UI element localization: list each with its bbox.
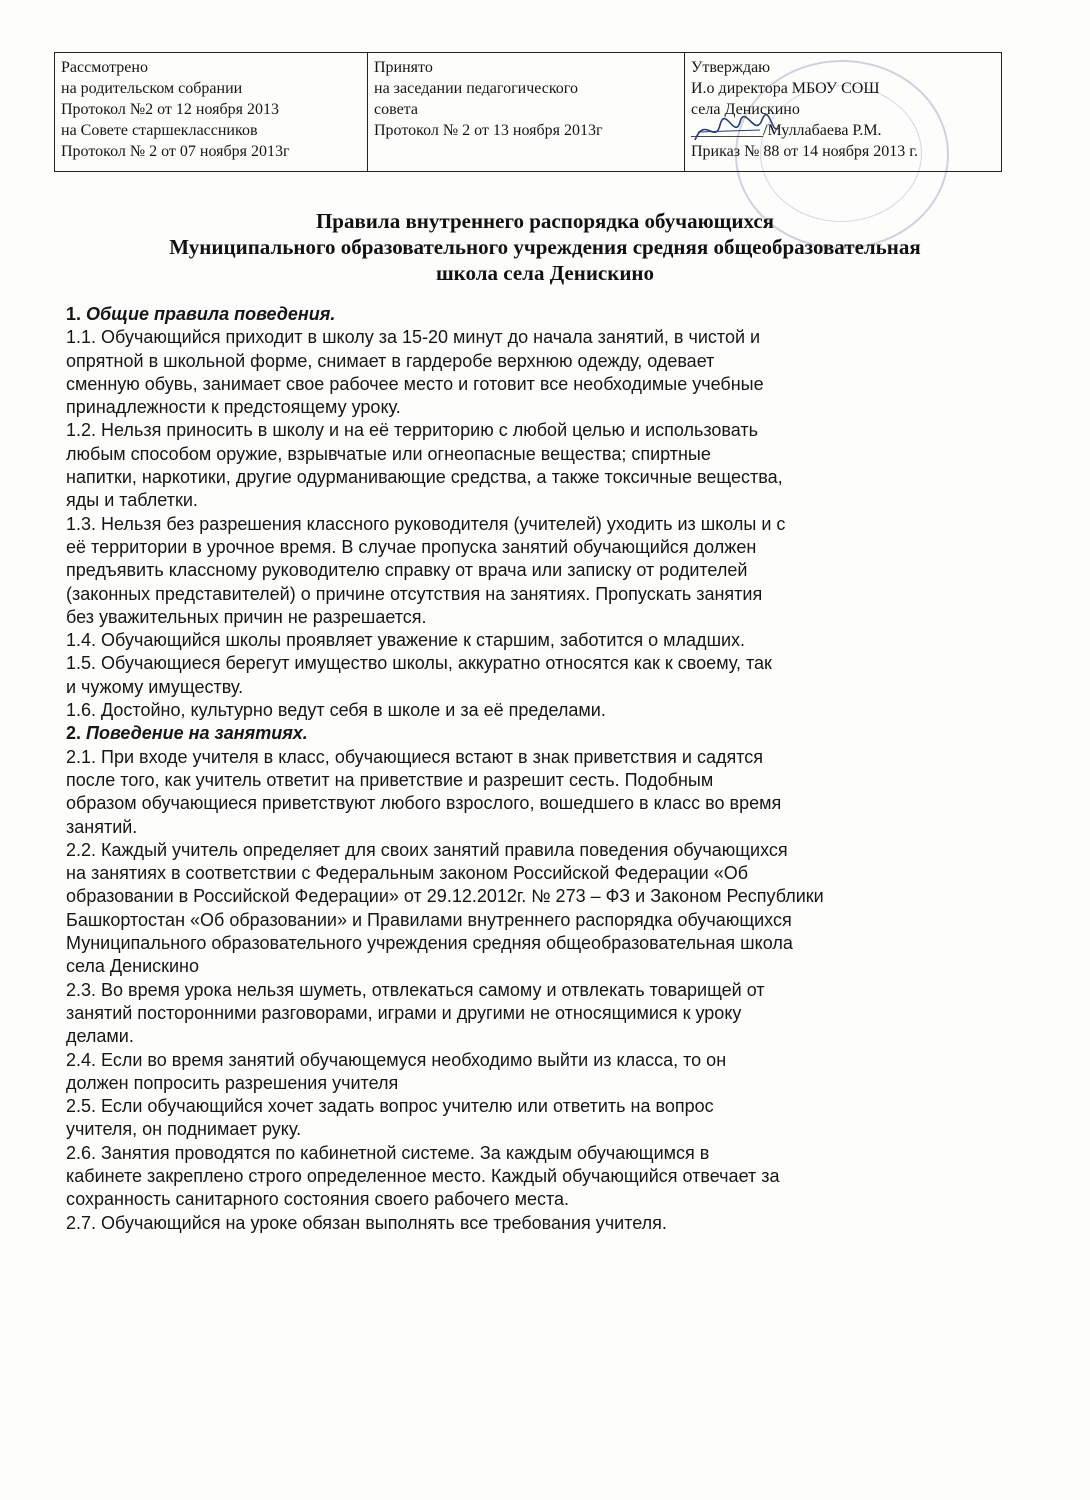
section-heading (66, 303, 1026, 326)
text-line: напитки, наркотики, другие одурманивающие средства, а также токсичные вещества, (66, 467, 783, 488)
text-line: должен попросить разрешения учителя (66, 1072, 399, 1093)
text-line: образовании в Российской Федерации» от 29.12.2012г. № 273 – ФЗ и Законом Республики (66, 886, 824, 907)
text-line: 1.3. Нельзя без разрешения классного руководителя (учителей) уходить из школы и с (66, 513, 786, 534)
approval-line: Протокол №2 от 12 ноября 2013 (61, 101, 280, 118)
text-line: 2.2. Каждый учитель определяет для своих занятий правила поведения обучающихся (66, 839, 788, 860)
text-line: принадлежности к предстоящему уроку. (66, 397, 401, 418)
section-title: Общие правила поведения. (86, 304, 336, 324)
text-line: 1.4. Обучающийся школы проявляет уважение к старшим, заботится о младших. (66, 630, 746, 651)
text-line: 2.6. Занятия проводятся по кабинетной системе. За каждым обучающимся в (66, 1142, 710, 1163)
approval-line: села Денискино (691, 101, 800, 118)
text-line: 1.5. Обучающиеся берегут имущество школы, аккуратно относятся как к своему, так (66, 653, 772, 674)
text-line: занятий. (66, 816, 138, 837)
text-line: 2.4. Если во время занятий обучающемуся необходимо выйти из класса, то он (66, 1049, 727, 1070)
text-line: после того, как учитель ответит на приветствие и разрешит сесть. Подобным (66, 769, 714, 790)
text-line: 2.3. Во время урока нельзя шуметь, отвлекаться самому и отвлекать товарищей от (66, 979, 765, 1000)
section-number: 2. (66, 723, 82, 744)
approval-cell-accepted (368, 53, 685, 172)
text-line: сохранность санитарного состояния своего рабочего места. (66, 1189, 570, 1210)
text-line: предъявить классному руководителю справку от врача или записку от родителей (66, 560, 748, 581)
text-line: (законных представителей) о причине отсутствия на занятиях. Пропускать занятия (66, 583, 763, 604)
section-number: 1. (66, 304, 82, 324)
text-line: без уважительных причин не разрешается. (66, 606, 427, 627)
approval-line: на заседании педагогического (374, 80, 578, 97)
text-line: кабинете закреплено строго определенное место. Каждый обучающийся отвечает за (66, 1165, 780, 1186)
text-line: опрятной в школьной форме, снимает в гардеробе верхнюю одежду, одевает (66, 350, 715, 371)
text-line: Муниципального образовательного учреждения средняя общеобразовательная школа (66, 933, 793, 954)
approval-line: И.о директора МБОУ СОШ (691, 80, 880, 97)
title-line: Муниципального образовательного учреждения средняя общеобразовательная (169, 235, 921, 259)
title-line: Правила внутреннего распорядка обучающихся (315, 209, 775, 233)
text-line: Башкортостан «Об образовании» и Правилами внутреннего распорядка обучающихся (66, 909, 792, 930)
title-line: школа села Денискино (435, 261, 655, 285)
section-title: Поведение на занятиях. (86, 723, 308, 744)
text-line: 2.7. Обучающийся на уроке обязан выполнять все требования учителя. (66, 1212, 667, 1233)
approval-table (54, 52, 1002, 172)
text-line: 2.1. При входе учителя в класс, обучающиеся встают в знак приветствия и садятся (66, 746, 763, 767)
text-line: и чужому имуществу. (66, 676, 244, 697)
approval-line: Рассмотрено (61, 59, 148, 76)
section-heading (66, 722, 1026, 745)
approval-line: Принято (374, 59, 433, 76)
text-line: образом обучающиеся приветствуют любого взрослого, вошедшего в класс во время (66, 793, 782, 814)
approval-line: Приказ № 88 от 14 ноября 2013 г. (691, 143, 918, 160)
text-line: яды и таблетки. (66, 490, 198, 511)
text-line: 1.2. Нельзя приносить в школу и на её территорию с любой целью и использовать (66, 420, 759, 441)
approval-line: на Совете старшеклассников (61, 122, 258, 139)
text-line: её территории в урочное время. В случае пропуска занятий обучающийся должен (66, 536, 757, 557)
text-line: 1.1. Обучающийся приходит в школу за 15-20 минут до начала занятий, в чистой и (66, 327, 761, 348)
document-title (60, 208, 1030, 286)
approval-line: совета (374, 101, 418, 118)
text-line: сменную обувь, занимает свое рабочее место и готовит все необходимые учебные (66, 373, 764, 394)
text-line: 2.5. Если обучающийся хочет задать вопрос учителю или ответить на вопрос (66, 1096, 714, 1117)
text-line: 1.6. Достойно, культурно ведут себя в школе и за её пределами. (66, 700, 606, 721)
text-line: села Денискино (66, 956, 200, 977)
text-line: любым способом оружие, взрывчатые или огнеопасные вещества; спиртные (66, 443, 711, 464)
document-body (66, 303, 1026, 1235)
text-line: на занятиях в соответствии с Федеральным законом Российской Федерации «Об (66, 863, 749, 884)
text-line: делами. (66, 1026, 134, 1047)
text-line: учителя, он поднимает руку. (66, 1119, 302, 1140)
approval-cell-considered (55, 53, 368, 172)
approval-line: Протокол № 2 от 07 ноября 2013г (61, 143, 290, 160)
approval-line: _________/Муллабаева Р.М. (691, 122, 882, 139)
approval-line: на родительском собрании (61, 80, 243, 97)
director-signature (690, 110, 780, 150)
approval-line: Протокол № 2 от 13 ноября 2013г (374, 122, 603, 139)
approval-line: Утверждаю (691, 59, 771, 76)
text-line: занятий посторонними разговорами, играми и другими не относящимися к уроку (66, 1002, 742, 1023)
